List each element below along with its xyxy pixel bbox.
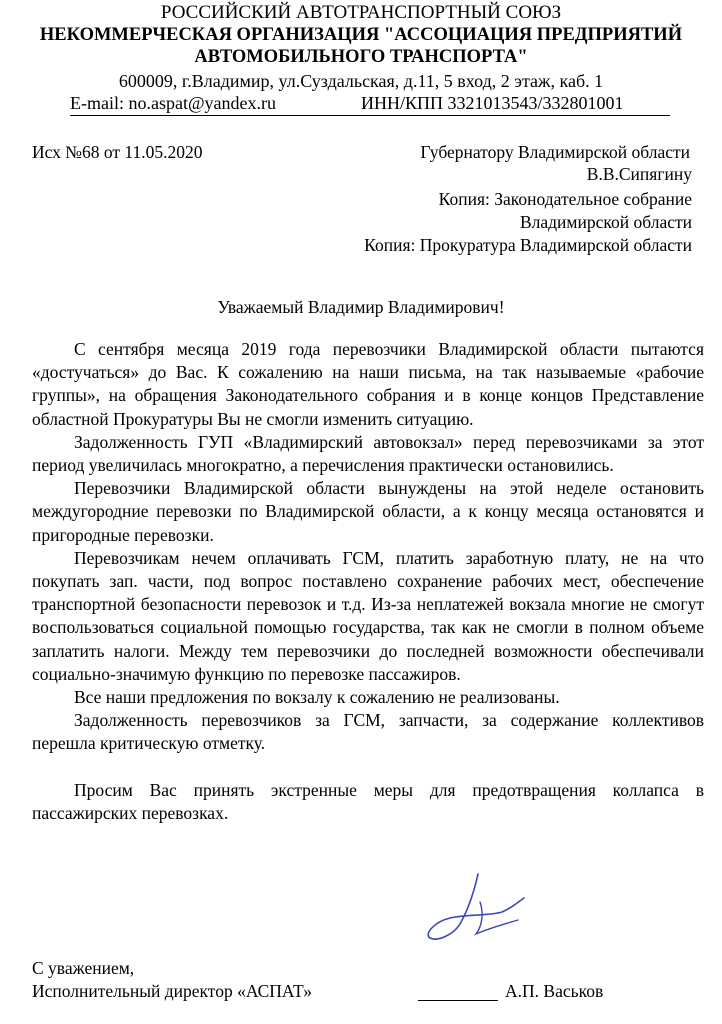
signer-position: Исполнительный директор «АСПАТ» <box>32 981 313 1001</box>
paragraph-2: Задолженность ГУП «Владимирский автовокзал» перед перевозчиками за этот период увеличилась многократно, а перечисления практически остановились. <box>32 431 704 476</box>
org-name-line2: АВТОМОБИЛЬНОГО ТРАНСПОРТА" <box>194 47 528 67</box>
addressee-line-3: Копия: Законодательное собрание <box>438 189 692 209</box>
letter-body <box>32 338 704 825</box>
addressee-line-2: В.В.Сипягину <box>586 164 692 184</box>
org-inn: ИНН/КПП 3321013543/332801001 <box>361 93 624 113</box>
paragraph-7: Просим Вас принять экстренные меры для предотвращения коллапса в пассажирских перевозках. <box>32 779 704 823</box>
outgoing-number: Исх №68 от 11.05.2020 <box>32 142 203 162</box>
paragraph-3: Перевозчики Владимирской области вынуждены на этой неделе остановить междугородние перевозки по Владимирской области, а к концу месяца остановятся и пригородные перевозки. <box>32 478 704 545</box>
org-email: E-mail: no.aspat@yandex.ru <box>70 93 277 113</box>
addressee-line-5: Копия: Прокуратура Владимирской области <box>364 235 692 255</box>
greeting: Уважаемый Владимир Владимирович! <box>217 297 505 317</box>
signature-line <box>418 979 498 1001</box>
org-union-title: РОССИЙСКИЙ АВТОТРАНСПОРТНЫЙ СОЮЗ <box>160 2 562 23</box>
org-name-line1: НЕКОММЕРЧЕСКАЯ ОРГАНИЗАЦИЯ "АССОЦИАЦИЯ ПРЕДПРИЯТИЙ <box>39 25 683 45</box>
contact-line <box>70 92 670 116</box>
paragraph-6: Задолженность перевозчиков за ГСМ, запчасти, за содержание коллективов перешла критическую отметку. <box>32 710 704 754</box>
closing-regards: С уважением, <box>32 958 135 978</box>
addressee-line-1: Губернатору Владимирской области <box>420 142 690 162</box>
paragraph-4: Перевозчикам нечем оплачивать ГСМ, платить заработную плату, не на что покупать зап. части, под вопрос поставлено сохранение рабочих мест, обеспечение транспортной безопасности перевозок и т.д. Из-за неплатежей вокзала многие не смогут воспользоваться социальной помощью государства, так как не смогли в полном объеме заплатить налоги. Между тем перевозчики до последней возможности обеспечивали социально-значимую функцию по перевозке пассажиров. <box>32 547 704 684</box>
signer-name: А.П. Васьков <box>505 981 604 1001</box>
paragraph-1: С сентября месяца 2019 года перевозчики Владимирской области пытаются «достучаться» до Вас. К сожалению на наши письма, на так называемые «рабочие группы», на обращения Законодательного собрания и в конце концов Представление областной Прокуратуры Вы не смогли изменить ситуацию. <box>32 339 704 429</box>
handwritten-signature <box>420 872 530 952</box>
org-address: 600009, г.Владимир, ул.Суздальская, д.11, 5 вход, 2 этаж, каб. 1 <box>118 71 604 91</box>
paragraph-5: Все наши предложения по вокзалу к сожалению не реализованы. <box>74 687 560 708</box>
addressee-line-4: Владимирской области <box>519 212 692 232</box>
